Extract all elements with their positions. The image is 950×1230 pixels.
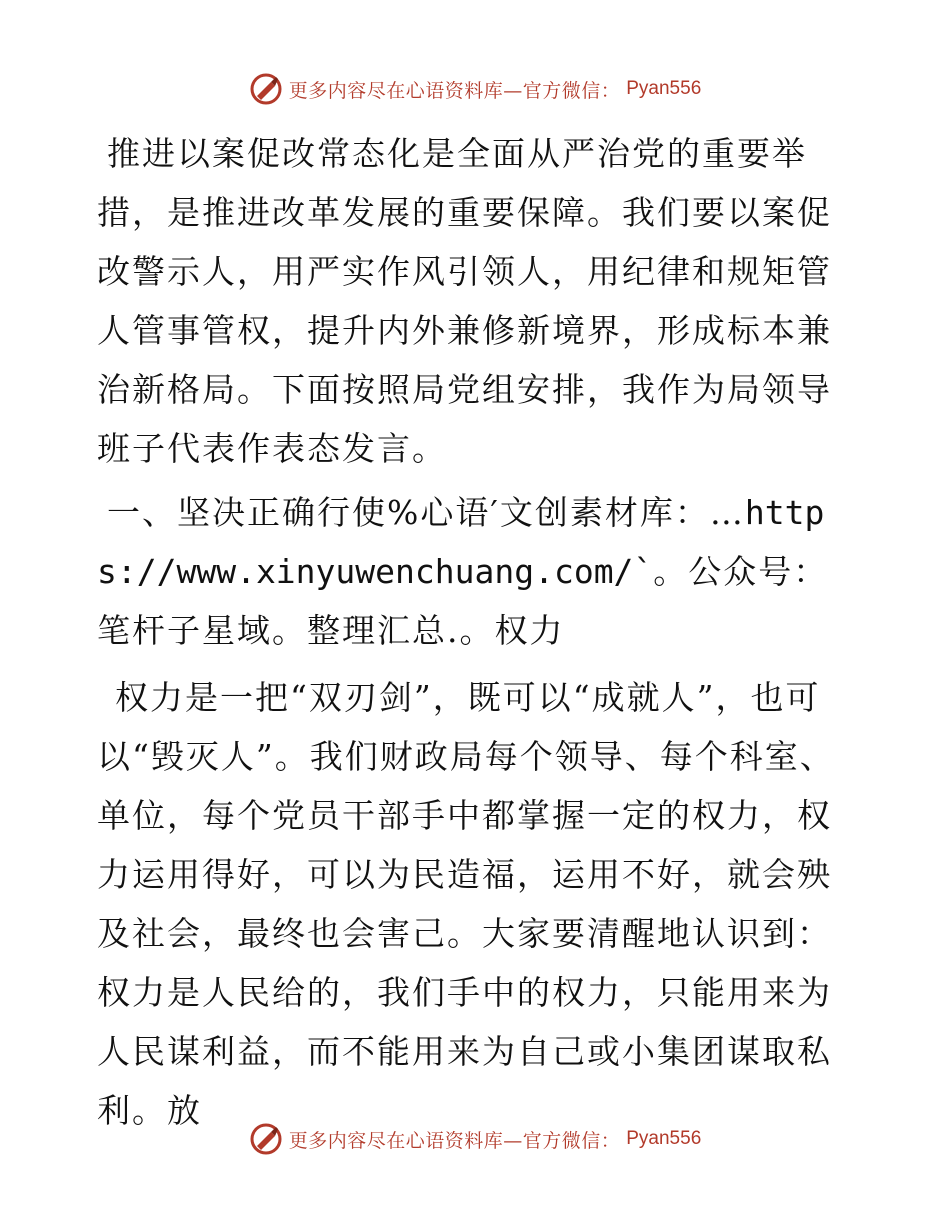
paragraph-power: 权力是一把“双刃剑”，既可以“成就人”，也可以“毁灭人”。我们财政局每个领导、每个科室、单位，每个党员干部手中都掌握一定的权力，权力运用得好，可以为民造福，运用不好，就会殃及社会，最终也会害己。大家要清醒地认识到：权力是人民给的，我们手中的权力，只能用来为人民谋利益，而不能用来为自己或小集团谋取私利。放 (97, 678, 835, 1130)
source-url: https://www.xinyuwenchuang.com/` (97, 493, 825, 591)
footer-banner (0, 1122, 950, 1156)
section-heading-suffix: 。公众号：笔杆子星域。整理汇总.。权力 (97, 552, 829, 650)
document-body (97, 124, 857, 1140)
footer-wechat-id: Pyan556 (626, 1128, 702, 1149)
header-banner-text: 更多内容尽在心语资料库—官方微信： (288, 79, 621, 102)
paragraph-intro: 推进以案促改常态化是全面从严治党的重要举措，是推进改革发展的重要保障。我们要以案促改警示人，用严实作风引领人，用纪律和规矩管人管事管权，提升内外兼修新境界，形成标本兼治新格局。下面按照局党组安排，我作为局领导班子代表作表态发言。 (97, 134, 832, 468)
brand-logo-icon (249, 1122, 283, 1156)
paragraph-section-heading (97, 483, 857, 660)
section-heading-prefix: 一、坚决正确行使%心语′文创素材库：… (107, 493, 745, 532)
header-banner (0, 72, 950, 106)
header-wechat-id: Pyan556 (626, 78, 702, 99)
brand-logo-icon (249, 72, 283, 106)
footer-banner-text: 更多内容尽在心语资料库—官方微信： (288, 1129, 621, 1152)
